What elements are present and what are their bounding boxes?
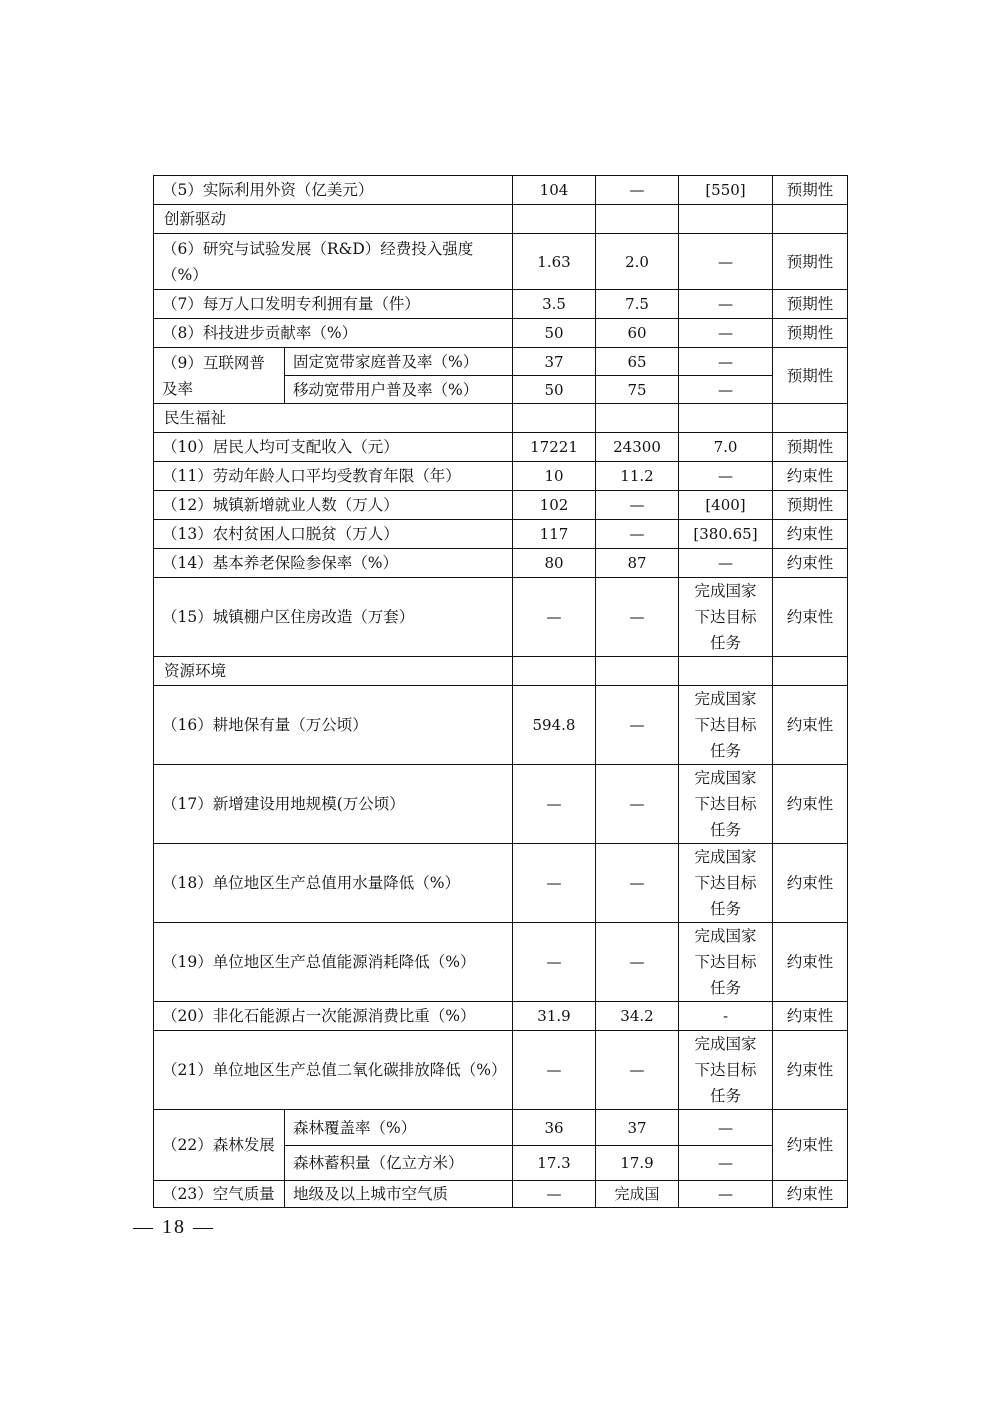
value-cell: 117 bbox=[513, 520, 596, 549]
value-cell: 11.2 bbox=[596, 462, 679, 491]
empty-cell bbox=[513, 205, 596, 234]
indicator-label: （16）耕地保有量（万公顷） bbox=[154, 686, 513, 765]
table-row bbox=[154, 1110, 848, 1146]
sub-indicator-label: 地级及以上城市空气质 bbox=[285, 1181, 513, 1208]
attribute-cell: 约束性 bbox=[773, 1002, 848, 1031]
sub-indicator-label: 森林蓄积量（亿立方米） bbox=[285, 1146, 513, 1181]
table-row bbox=[154, 348, 848, 376]
attribute-cell: 预期性 bbox=[773, 319, 848, 348]
value-cell: 87 bbox=[596, 549, 679, 578]
value-cell: — bbox=[679, 348, 773, 376]
value-cell: 3.5 bbox=[513, 290, 596, 319]
value-cell: 2.0 bbox=[596, 234, 679, 290]
table-row bbox=[154, 1031, 848, 1110]
indicator-label: （12）城镇新增就业人数（万人） bbox=[154, 491, 513, 520]
value-cell: — bbox=[679, 1146, 773, 1181]
value-cell: — bbox=[596, 686, 679, 765]
value-cell: 37 bbox=[596, 1110, 679, 1146]
value-cell: 24300 bbox=[596, 433, 679, 462]
table-row bbox=[154, 549, 848, 578]
value-cell: 17.3 bbox=[513, 1146, 596, 1181]
empty-cell bbox=[513, 404, 596, 433]
page-number: — 18 — bbox=[133, 1216, 215, 1238]
indicator-label: （14）基本养老保险参保率（%） bbox=[154, 549, 513, 578]
sub-indicator-label: 森林覆盖率（%） bbox=[285, 1110, 513, 1146]
value-cell: — bbox=[679, 462, 773, 491]
value-cell: 50 bbox=[513, 319, 596, 348]
value-cell: — bbox=[596, 578, 679, 657]
attribute-cell: 约束性 bbox=[773, 1181, 848, 1208]
table-row bbox=[154, 686, 848, 765]
value-cell: 80 bbox=[513, 549, 596, 578]
value-cell: 10 bbox=[513, 462, 596, 491]
indicator-label: （23）空气质量 bbox=[154, 1181, 285, 1208]
table-row bbox=[154, 462, 848, 491]
table-row bbox=[154, 1181, 848, 1208]
value-cell: 60 bbox=[596, 319, 679, 348]
attribute-cell: 预期性 bbox=[773, 176, 848, 205]
table-row bbox=[154, 844, 848, 923]
value-cell: — bbox=[513, 1181, 596, 1208]
value-cell: — bbox=[679, 1181, 773, 1208]
indicator-label: （18）单位地区生产总值用水量降低（%） bbox=[154, 844, 513, 923]
empty-cell bbox=[596, 404, 679, 433]
attribute-cell: 预期性 bbox=[773, 290, 848, 319]
value-cell: 完成国家下达目标任务 bbox=[679, 765, 773, 844]
indicator-label: （11）劳动年龄人口平均受教育年限（年） bbox=[154, 462, 513, 491]
attribute-cell: 约束性 bbox=[773, 844, 848, 923]
value-cell: - bbox=[679, 1002, 773, 1031]
attribute-cell: 约束性 bbox=[773, 462, 848, 491]
sub-indicator-label: 固定宽带家庭普及率（%） bbox=[285, 348, 513, 376]
value-cell: — bbox=[596, 491, 679, 520]
value-cell: — bbox=[596, 923, 679, 1002]
value-cell: 完成国 bbox=[596, 1181, 679, 1208]
sub-indicator-label: 移动宽带用户普及率（%） bbox=[285, 376, 513, 404]
value-cell: — bbox=[679, 290, 773, 319]
value-cell: — bbox=[596, 844, 679, 923]
attribute-cell: 约束性 bbox=[773, 1031, 848, 1110]
indicators-table bbox=[153, 175, 848, 1208]
value-cell: — bbox=[596, 1031, 679, 1110]
value-cell: [550] bbox=[679, 176, 773, 205]
value-cell: — bbox=[679, 319, 773, 348]
attribute-cell: 预期性 bbox=[773, 433, 848, 462]
category-label: 资源环境 bbox=[154, 657, 513, 686]
value-cell: 完成国家下达目标任务 bbox=[679, 844, 773, 923]
indicator-label: （20）非化石能源占一次能源消费比重（%） bbox=[154, 1002, 513, 1031]
attribute-cell: 约束性 bbox=[773, 520, 848, 549]
attribute-cell: 约束性 bbox=[773, 686, 848, 765]
attribute-cell: 约束性 bbox=[773, 578, 848, 657]
table-row bbox=[154, 1002, 848, 1031]
value-cell: — bbox=[513, 1031, 596, 1110]
value-cell: 65 bbox=[596, 348, 679, 376]
value-cell: 完成国家下达目标任务 bbox=[679, 686, 773, 765]
indicator-label: （9）互联网普及率 bbox=[154, 348, 285, 404]
table-row bbox=[154, 234, 848, 290]
value-cell: [380.65] bbox=[679, 520, 773, 549]
table-row bbox=[154, 578, 848, 657]
value-cell: 50 bbox=[513, 376, 596, 404]
value-cell: 17.9 bbox=[596, 1146, 679, 1181]
indicator-label: （10）居民人均可支配收入（元） bbox=[154, 433, 513, 462]
table-row bbox=[154, 319, 848, 348]
table-row bbox=[154, 520, 848, 549]
attribute-cell: 约束性 bbox=[773, 1110, 848, 1181]
empty-cell bbox=[773, 205, 848, 234]
value-cell: 37 bbox=[513, 348, 596, 376]
value-cell: — bbox=[679, 234, 773, 290]
table-row bbox=[154, 176, 848, 205]
value-cell: 594.8 bbox=[513, 686, 596, 765]
value-cell: — bbox=[679, 376, 773, 404]
empty-cell bbox=[773, 404, 848, 433]
value-cell: 36 bbox=[513, 1110, 596, 1146]
category-row bbox=[154, 404, 848, 433]
category-label: 创新驱动 bbox=[154, 205, 513, 234]
value-cell: 完成国家下达目标任务 bbox=[679, 923, 773, 1002]
category-row bbox=[154, 657, 848, 686]
value-cell: — bbox=[513, 844, 596, 923]
indicator-label: （21）单位地区生产总值二氧化碳排放降低（%） bbox=[154, 1031, 513, 1110]
empty-cell bbox=[679, 404, 773, 433]
value-cell: — bbox=[679, 549, 773, 578]
value-cell: — bbox=[596, 176, 679, 205]
value-cell: — bbox=[679, 1110, 773, 1146]
value-cell: — bbox=[596, 520, 679, 549]
attribute-cell: 预期性 bbox=[773, 491, 848, 520]
indicator-label: （7）每万人口发明专利拥有量（件） bbox=[154, 290, 513, 319]
indicator-label: （22）森林发展 bbox=[154, 1110, 285, 1181]
value-cell: [400] bbox=[679, 491, 773, 520]
empty-cell bbox=[679, 205, 773, 234]
value-cell: — bbox=[513, 578, 596, 657]
empty-cell bbox=[596, 205, 679, 234]
attribute-cell: 约束性 bbox=[773, 765, 848, 844]
category-label: 民生福祉 bbox=[154, 404, 513, 433]
category-row bbox=[154, 205, 848, 234]
table-row bbox=[154, 290, 848, 319]
attribute-cell: 约束性 bbox=[773, 923, 848, 1002]
value-cell: 完成国家下达目标任务 bbox=[679, 578, 773, 657]
indicator-label: （8）科技进步贡献率（%） bbox=[154, 319, 513, 348]
indicator-label: （5）实际利用外资（亿美元） bbox=[154, 176, 513, 205]
value-cell: 1.63 bbox=[513, 234, 596, 290]
indicator-label: （15）城镇棚户区住房改造（万套） bbox=[154, 578, 513, 657]
value-cell: — bbox=[513, 923, 596, 1002]
value-cell: 31.9 bbox=[513, 1002, 596, 1031]
value-cell: 7.0 bbox=[679, 433, 773, 462]
value-cell: — bbox=[596, 765, 679, 844]
indicator-label: （17）新增建设用地规模(万公顷） bbox=[154, 765, 513, 844]
table-row bbox=[154, 765, 848, 844]
value-cell: 104 bbox=[513, 176, 596, 205]
table-row bbox=[154, 433, 848, 462]
table-row bbox=[154, 491, 848, 520]
indicator-label: （19）单位地区生产总值能源消耗降低（%） bbox=[154, 923, 513, 1002]
value-cell: — bbox=[513, 765, 596, 844]
indicator-label: （6）研究与试验发展（R&D）经费投入强度（%） bbox=[154, 234, 513, 290]
empty-cell bbox=[596, 657, 679, 686]
indicator-label: （13）农村贫困人口脱贫（万人） bbox=[154, 520, 513, 549]
attribute-cell: 预期性 bbox=[773, 234, 848, 290]
empty-cell bbox=[513, 657, 596, 686]
value-cell: 75 bbox=[596, 376, 679, 404]
value-cell: 102 bbox=[513, 491, 596, 520]
value-cell: 17221 bbox=[513, 433, 596, 462]
attribute-cell: 约束性 bbox=[773, 549, 848, 578]
empty-cell bbox=[773, 657, 848, 686]
attribute-cell: 预期性 bbox=[773, 348, 848, 404]
value-cell: 34.2 bbox=[596, 1002, 679, 1031]
value-cell: 完成国家下达目标任务 bbox=[679, 1031, 773, 1110]
empty-cell bbox=[679, 657, 773, 686]
value-cell: 7.5 bbox=[596, 290, 679, 319]
table-row bbox=[154, 923, 848, 1002]
